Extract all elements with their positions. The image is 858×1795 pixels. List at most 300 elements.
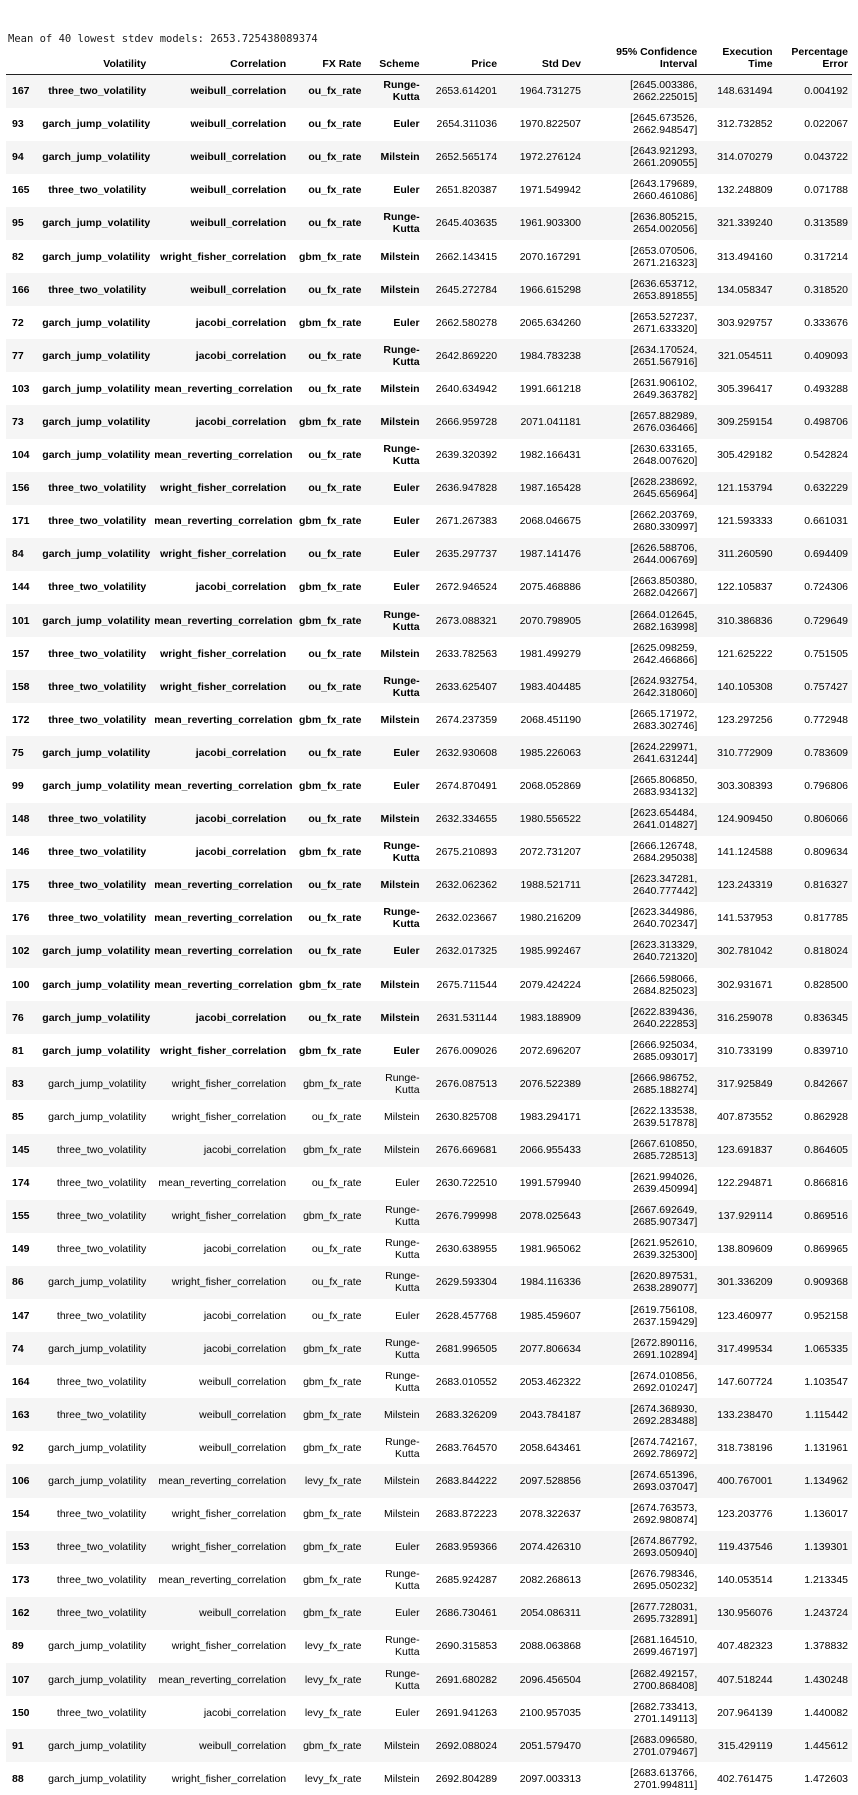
confidence-interval-cell: [2667.692649, 2685.907347] <box>585 1200 701 1233</box>
table-row <box>6 1100 852 1133</box>
price-cell: 2642.869220 <box>424 339 501 372</box>
table-row <box>6 141 852 174</box>
header-row <box>6 36 852 75</box>
confidence-interval-cell: [2643.179689, 2660.461086] <box>585 174 701 207</box>
percentage-error-cell: 0.842667 <box>777 1067 852 1100</box>
confidence-interval-cell: [2621.952610, 2639.325300] <box>585 1233 701 1266</box>
row-index: 164 <box>6 1365 38 1398</box>
confidence-interval-cell: [2674.651396, 2693.037047] <box>585 1464 701 1497</box>
row-index: 100 <box>6 968 38 1001</box>
std-dev-cell: 1983.404485 <box>501 670 585 703</box>
table-row <box>6 637 852 670</box>
row-index: 155 <box>6 1200 38 1233</box>
std-dev-cell: 1985.459607 <box>501 1299 585 1332</box>
confidence-interval-cell: [2682.733413, 2701.149113] <box>585 1696 701 1729</box>
std-dev-cell: 2072.731207 <box>501 836 585 869</box>
price-cell: 2683.872223 <box>424 1498 501 1531</box>
table-row <box>6 1464 852 1497</box>
execution-time-cell: 121.625222 <box>701 637 776 670</box>
scheme-cell: Milstein <box>365 1100 423 1133</box>
table-row <box>6 1200 852 1233</box>
scheme-cell: Euler <box>365 769 423 802</box>
price-cell: 2645.403635 <box>424 207 501 240</box>
price-cell: 2651.820387 <box>424 174 501 207</box>
correlation-cell: wright_fisher_correlation <box>150 1200 290 1233</box>
volatility-cell: three_two_volatility <box>38 1365 150 1398</box>
correlation-cell: weibull_correlation <box>150 1729 290 1762</box>
table-row <box>6 968 852 1001</box>
scheme-cell: Runge-Kutta <box>365 207 423 240</box>
row-index: 95 <box>6 207 38 240</box>
confidence-interval-cell: [2645.673526, 2662.948547] <box>585 108 701 141</box>
table-row <box>6 1067 852 1100</box>
percentage-error-cell: 0.542824 <box>777 439 852 472</box>
volatility-cell: garch_jump_volatility <box>38 1431 150 1464</box>
execution-time-cell: 138.809609 <box>701 1233 776 1266</box>
volatility-cell: garch_jump_volatility <box>38 1729 150 1762</box>
confidence-interval-cell: [2683.613766, 2701.994811] <box>585 1762 701 1795</box>
percentage-error-cell: 0.864605 <box>777 1134 852 1167</box>
fx-rate-cell: gbm_fx_rate <box>290 1332 365 1365</box>
correlation-cell: mean_reverting_correlation <box>150 1464 290 1497</box>
confidence-interval-cell: [2621.994026, 2639.450994] <box>585 1167 701 1200</box>
scheme-cell: Euler <box>365 736 423 769</box>
correlation-cell: wright_fisher_correlation <box>150 1498 290 1531</box>
scheme-cell: Runge-Kutta <box>365 339 423 372</box>
percentage-error-cell: 1.136017 <box>777 1498 852 1531</box>
table-row <box>6 703 852 736</box>
correlation-cell: jacobi_correlation <box>150 803 290 836</box>
std-dev-cell: 1988.521711 <box>501 869 585 902</box>
correlation-cell: jacobi_correlation <box>150 1332 290 1365</box>
table-row <box>6 1531 852 1564</box>
scheme-cell: Milstein <box>365 1729 423 1762</box>
column-header-scheme: Scheme <box>365 36 423 75</box>
table-row <box>6 1299 852 1332</box>
price-cell: 2692.804289 <box>424 1762 501 1795</box>
price-cell: 2630.638955 <box>424 1233 501 1266</box>
table-row <box>6 604 852 637</box>
execution-time-cell: 310.733199 <box>701 1034 776 1067</box>
std-dev-cell: 2054.086311 <box>501 1597 585 1630</box>
std-dev-cell: 1981.499279 <box>501 637 585 670</box>
price-cell: 2652.565174 <box>424 141 501 174</box>
price-cell: 2691.680282 <box>424 1663 501 1696</box>
confidence-interval-cell: [2665.171972, 2683.302746] <box>585 703 701 736</box>
scheme-cell: Milstein <box>365 1762 423 1795</box>
scheme-cell: Milstein <box>365 1134 423 1167</box>
fx-rate-cell: levy_fx_rate <box>290 1762 365 1795</box>
fx-rate-cell: ou_fx_rate <box>290 439 365 472</box>
execution-time-cell: 400.767001 <box>701 1464 776 1497</box>
confidence-interval-cell: [2620.897531, 2638.289077] <box>585 1266 701 1299</box>
correlation-cell: mean_reverting_correlation <box>150 439 290 472</box>
fx-rate-cell: ou_fx_rate <box>290 372 365 405</box>
price-cell: 2636.947828 <box>424 472 501 505</box>
scheme-cell: Runge-Kutta <box>365 1266 423 1299</box>
fx-rate-cell: ou_fx_rate <box>290 174 365 207</box>
percentage-error-cell: 0.862928 <box>777 1100 852 1133</box>
row-index: 176 <box>6 902 38 935</box>
percentage-error-cell: 0.796806 <box>777 769 852 802</box>
fx-rate-cell: levy_fx_rate <box>290 1464 365 1497</box>
scheme-cell: Runge-Kutta <box>365 670 423 703</box>
scheme-cell: Milstein <box>365 703 423 736</box>
execution-time-cell: 305.429182 <box>701 439 776 472</box>
volatility-cell: garch_jump_volatility <box>38 405 150 438</box>
std-dev-cell: 2065.634260 <box>501 306 585 339</box>
confidence-interval-cell: [2653.527237, 2671.633320] <box>585 306 701 339</box>
std-dev-cell: 1983.294171 <box>501 1100 585 1133</box>
correlation-cell: wright_fisher_correlation <box>150 1630 290 1663</box>
volatility-cell: three_two_volatility <box>38 1233 150 1266</box>
price-cell: 2645.272784 <box>424 273 501 306</box>
row-index: 94 <box>6 141 38 174</box>
confidence-interval-cell: [2665.806850, 2683.934132] <box>585 769 701 802</box>
percentage-error-cell: 0.836345 <box>777 1001 852 1034</box>
price-cell: 2632.017325 <box>424 935 501 968</box>
row-index: 84 <box>6 538 38 571</box>
correlation-cell: wright_fisher_correlation <box>150 1531 290 1564</box>
row-index: 144 <box>6 571 38 604</box>
correlation-cell: mean_reverting_correlation <box>150 505 290 538</box>
std-dev-cell: 2070.167291 <box>501 240 585 273</box>
scheme-cell: Euler <box>365 1597 423 1630</box>
scheme-cell: Runge-Kutta <box>365 836 423 869</box>
fx-rate-cell: gbm_fx_rate <box>290 240 365 273</box>
correlation-cell: jacobi_correlation <box>150 1001 290 1034</box>
execution-time-cell: 407.518244 <box>701 1663 776 1696</box>
table-row <box>6 1663 852 1696</box>
table-row <box>6 1233 852 1266</box>
scheme-cell: Runge-Kutta <box>365 604 423 637</box>
correlation-cell: jacobi_correlation <box>150 1233 290 1266</box>
price-cell: 2686.730461 <box>424 1597 501 1630</box>
row-index: 172 <box>6 703 38 736</box>
percentage-error-cell: 0.661031 <box>777 505 852 538</box>
scheme-cell: Milstein <box>365 968 423 1001</box>
fx-rate-cell: levy_fx_rate <box>290 1630 365 1663</box>
correlation-cell: weibull_correlation <box>150 207 290 240</box>
price-cell: 2666.959728 <box>424 405 501 438</box>
execution-time-cell: 313.494160 <box>701 240 776 273</box>
confidence-interval-cell: [2663.850380, 2682.042667] <box>585 571 701 604</box>
table-row <box>6 372 852 405</box>
confidence-interval-cell: [2674.368930, 2692.283488] <box>585 1398 701 1431</box>
table-row <box>6 538 852 571</box>
price-cell: 2633.782563 <box>424 637 501 670</box>
fx-rate-cell: ou_fx_rate <box>290 1100 365 1133</box>
std-dev-cell: 1991.661218 <box>501 372 585 405</box>
std-dev-cell: 2070.798905 <box>501 604 585 637</box>
confidence-interval-cell: [2643.921293, 2661.209055] <box>585 141 701 174</box>
price-cell: 2675.711544 <box>424 968 501 1001</box>
volatility-cell: garch_jump_volatility <box>38 769 150 802</box>
row-index: 148 <box>6 803 38 836</box>
table-row <box>6 836 852 869</box>
table-row <box>6 207 852 240</box>
confidence-interval-cell: [2662.203769, 2680.330997] <box>585 505 701 538</box>
row-index: 99 <box>6 769 38 802</box>
price-cell: 2653.614201 <box>424 75 501 108</box>
std-dev-cell: 2043.784187 <box>501 1398 585 1431</box>
table-row <box>6 1564 852 1597</box>
std-dev-cell: 2079.424224 <box>501 968 585 1001</box>
fx-rate-cell: gbm_fx_rate <box>290 1200 365 1233</box>
correlation-cell: wright_fisher_correlation <box>150 1100 290 1133</box>
std-dev-cell: 2051.579470 <box>501 1729 585 1762</box>
row-index: 86 <box>6 1266 38 1299</box>
price-cell: 2629.593304 <box>424 1266 501 1299</box>
volatility-cell: three_two_volatility <box>38 273 150 306</box>
row-index: 150 <box>6 1696 38 1729</box>
execution-time-cell: 124.909450 <box>701 803 776 836</box>
execution-time-cell: 207.964139 <box>701 1696 776 1729</box>
table-row <box>6 1167 852 1200</box>
percentage-error-cell: 0.869516 <box>777 1200 852 1233</box>
table-row <box>6 1597 852 1630</box>
std-dev-cell: 1971.549942 <box>501 174 585 207</box>
execution-time-cell: 121.153794 <box>701 472 776 505</box>
execution-time-cell: 312.732852 <box>701 108 776 141</box>
volatility-cell: garch_jump_volatility <box>38 604 150 637</box>
table-row <box>6 472 852 505</box>
scheme-cell: Euler <box>365 505 423 538</box>
std-dev-cell: 1984.783238 <box>501 339 585 372</box>
fx-rate-cell: gbm_fx_rate <box>290 1365 365 1398</box>
fx-rate-cell: gbm_fx_rate <box>290 604 365 637</box>
percentage-error-cell: 0.729649 <box>777 604 852 637</box>
execution-time-cell: 130.956076 <box>701 1597 776 1630</box>
fx-rate-cell: gbm_fx_rate <box>290 1597 365 1630</box>
execution-time-cell: 302.931671 <box>701 968 776 1001</box>
correlation-cell: wright_fisher_correlation <box>150 1034 290 1067</box>
std-dev-cell: 2068.046675 <box>501 505 585 538</box>
scheme-cell: Milstein <box>365 273 423 306</box>
fx-rate-cell: levy_fx_rate <box>290 1696 365 1729</box>
table-body <box>6 75 852 1795</box>
correlation-cell: wright_fisher_correlation <box>150 1067 290 1100</box>
correlation-cell: weibull_correlation <box>150 1398 290 1431</box>
execution-time-cell: 121.593333 <box>701 505 776 538</box>
correlation-cell: wright_fisher_correlation <box>150 240 290 273</box>
execution-time-cell: 303.929757 <box>701 306 776 339</box>
percentage-error-cell: 1.134962 <box>777 1464 852 1497</box>
execution-time-cell: 309.259154 <box>701 405 776 438</box>
std-dev-cell: 2072.696207 <box>501 1034 585 1067</box>
fx-rate-cell: gbm_fx_rate <box>290 571 365 604</box>
confidence-interval-cell: [2676.798346, 2695.050232] <box>585 1564 701 1597</box>
std-dev-cell: 1984.116336 <box>501 1266 585 1299</box>
execution-time-cell: 402.761475 <box>701 1762 776 1795</box>
execution-time-cell: 140.053514 <box>701 1564 776 1597</box>
confidence-interval-cell: [2674.763573, 2692.980874] <box>585 1498 701 1531</box>
row-index: 101 <box>6 604 38 637</box>
row-index: 153 <box>6 1531 38 1564</box>
execution-time-cell: 141.124588 <box>701 836 776 869</box>
volatility-cell: three_two_volatility <box>38 75 150 108</box>
row-index: 82 <box>6 240 38 273</box>
scheme-cell: Euler <box>365 1299 423 1332</box>
std-dev-cell: 1983.188909 <box>501 1001 585 1034</box>
execution-time-cell: 303.308393 <box>701 769 776 802</box>
confidence-interval-cell: [2681.164510, 2699.467197] <box>585 1630 701 1663</box>
std-dev-cell: 2088.063868 <box>501 1630 585 1663</box>
price-cell: 2674.237359 <box>424 703 501 736</box>
confidence-interval-cell: [2619.756108, 2637.159429] <box>585 1299 701 1332</box>
fx-rate-cell: gbm_fx_rate <box>290 1531 365 1564</box>
row-index: 175 <box>6 869 38 902</box>
correlation-cell: wright_fisher_correlation <box>150 538 290 571</box>
volatility-cell: garch_jump_volatility <box>38 935 150 968</box>
row-index: 102 <box>6 935 38 968</box>
price-cell: 2654.311036 <box>424 108 501 141</box>
correlation-cell: weibull_correlation <box>150 1431 290 1464</box>
price-cell: 2691.941263 <box>424 1696 501 1729</box>
std-dev-cell: 2058.643461 <box>501 1431 585 1464</box>
confidence-interval-cell: [2624.932754, 2642.318060] <box>585 670 701 703</box>
execution-time-cell: 321.339240 <box>701 207 776 240</box>
confidence-interval-cell: [2631.906102, 2649.363782] <box>585 372 701 405</box>
price-cell: 2640.634942 <box>424 372 501 405</box>
price-cell: 2632.334655 <box>424 803 501 836</box>
std-dev-cell: 1985.992467 <box>501 935 585 968</box>
price-cell: 2628.457768 <box>424 1299 501 1332</box>
confidence-interval-cell: [2622.839436, 2640.222853] <box>585 1001 701 1034</box>
table-header <box>6 36 852 75</box>
price-cell: 2632.062362 <box>424 869 501 902</box>
table-row <box>6 803 852 836</box>
execution-time-cell: 132.248809 <box>701 174 776 207</box>
percentage-error-cell: 0.816327 <box>777 869 852 902</box>
correlation-cell: mean_reverting_correlation <box>150 604 290 637</box>
confidence-interval-cell: [2623.654484, 2641.014827] <box>585 803 701 836</box>
volatility-cell: garch_jump_volatility <box>38 1464 150 1497</box>
percentage-error-cell: 0.952158 <box>777 1299 852 1332</box>
scheme-cell: Euler <box>365 571 423 604</box>
row-index: 162 <box>6 1597 38 1630</box>
volatility-cell: three_two_volatility <box>38 1398 150 1431</box>
correlation-cell: mean_reverting_correlation <box>150 869 290 902</box>
confidence-interval-cell: [2683.096580, 2701.079467] <box>585 1729 701 1762</box>
execution-time-cell: 302.781042 <box>701 935 776 968</box>
volatility-cell: three_two_volatility <box>38 1564 150 1597</box>
fx-rate-cell: ou_fx_rate <box>290 1299 365 1332</box>
table-row <box>6 439 852 472</box>
table-row <box>6 306 852 339</box>
price-cell: 2671.267383 <box>424 505 501 538</box>
correlation-cell: jacobi_correlation <box>150 339 290 372</box>
fx-rate-cell: levy_fx_rate <box>290 1663 365 1696</box>
execution-time-cell: 315.429119 <box>701 1729 776 1762</box>
volatility-cell: three_two_volatility <box>38 1299 150 1332</box>
execution-time-cell: 314.070279 <box>701 141 776 174</box>
price-cell: 2676.009026 <box>424 1034 501 1067</box>
std-dev-cell: 2077.806634 <box>501 1332 585 1365</box>
row-index: 163 <box>6 1398 38 1431</box>
correlation-cell: jacobi_correlation <box>150 836 290 869</box>
fx-rate-cell: ou_fx_rate <box>290 75 365 108</box>
std-dev-cell: 1991.579940 <box>501 1167 585 1200</box>
scheme-cell: Milstein <box>365 1001 423 1034</box>
confidence-interval-cell: [2622.133538, 2639.517878] <box>585 1100 701 1133</box>
percentage-error-cell: 0.806066 <box>777 803 852 836</box>
row-index: 154 <box>6 1498 38 1531</box>
correlation-cell: jacobi_correlation <box>150 1299 290 1332</box>
percentage-error-cell: 1.445612 <box>777 1729 852 1762</box>
std-dev-cell: 2076.522389 <box>501 1067 585 1100</box>
correlation-cell: weibull_correlation <box>150 273 290 306</box>
price-cell: 2632.023667 <box>424 902 501 935</box>
row-index: 149 <box>6 1233 38 1266</box>
scheme-cell: Runge-Kutta <box>365 1365 423 1398</box>
fx-rate-cell: ou_fx_rate <box>290 869 365 902</box>
price-cell: 2683.326209 <box>424 1398 501 1431</box>
percentage-error-cell: 0.818024 <box>777 935 852 968</box>
correlation-cell: weibull_correlation <box>150 108 290 141</box>
table-row <box>6 1431 852 1464</box>
percentage-error-cell: 0.909368 <box>777 1266 852 1299</box>
correlation-cell: wright_fisher_correlation <box>150 1762 290 1795</box>
scheme-cell: Milstein <box>365 869 423 902</box>
percentage-error-cell: 0.333676 <box>777 306 852 339</box>
execution-time-cell: 311.260590 <box>701 538 776 571</box>
std-dev-cell: 1980.556522 <box>501 803 585 836</box>
volatility-cell: three_two_volatility <box>38 472 150 505</box>
std-dev-cell: 2053.462322 <box>501 1365 585 1398</box>
row-index: 166 <box>6 273 38 306</box>
confidence-interval-cell: [2672.890116, 2691.102894] <box>585 1332 701 1365</box>
percentage-error-cell: 0.022067 <box>777 108 852 141</box>
correlation-cell: weibull_correlation <box>150 1597 290 1630</box>
table-row <box>6 174 852 207</box>
volatility-cell: three_two_volatility <box>38 1696 150 1729</box>
percentage-error-cell: 1.378832 <box>777 1630 852 1663</box>
confidence-interval-cell: [2645.003386, 2662.225015] <box>585 75 701 108</box>
execution-time-cell: 134.058347 <box>701 273 776 306</box>
execution-time-cell: 137.929114 <box>701 1200 776 1233</box>
correlation-cell: mean_reverting_correlation <box>150 372 290 405</box>
table-row <box>6 1034 852 1067</box>
table-row <box>6 1266 852 1299</box>
execution-time-cell: 407.482323 <box>701 1630 776 1663</box>
std-dev-cell: 1961.903300 <box>501 207 585 240</box>
row-index: 75 <box>6 736 38 769</box>
percentage-error-cell: 0.498706 <box>777 405 852 438</box>
fx-rate-cell: gbm_fx_rate <box>290 968 365 1001</box>
row-index: 74 <box>6 1332 38 1365</box>
execution-time-cell: 122.294871 <box>701 1167 776 1200</box>
volatility-cell: garch_jump_volatility <box>38 736 150 769</box>
table-row <box>6 405 852 438</box>
mean-line: Mean of 40 lowest stdev models: 2653.725438089374 <box>8 32 850 46</box>
confidence-interval-cell: [2634.170524, 2651.567916] <box>585 339 701 372</box>
price-cell: 2675.210893 <box>424 836 501 869</box>
table-row <box>6 869 852 902</box>
scheme-cell: Runge-Kutta <box>365 1663 423 1696</box>
scheme-cell: Runge-Kutta <box>365 1200 423 1233</box>
scheme-cell: Runge-Kutta <box>365 1332 423 1365</box>
scheme-cell: Milstein <box>365 803 423 836</box>
percentage-error-cell: 0.317214 <box>777 240 852 273</box>
scheme-cell: Euler <box>365 538 423 571</box>
table-row <box>6 339 852 372</box>
row-index: 73 <box>6 405 38 438</box>
std-dev-cell: 2074.426310 <box>501 1531 585 1564</box>
table-row <box>6 769 852 802</box>
row-index: 92 <box>6 1431 38 1464</box>
correlation-cell: weibull_correlation <box>150 75 290 108</box>
